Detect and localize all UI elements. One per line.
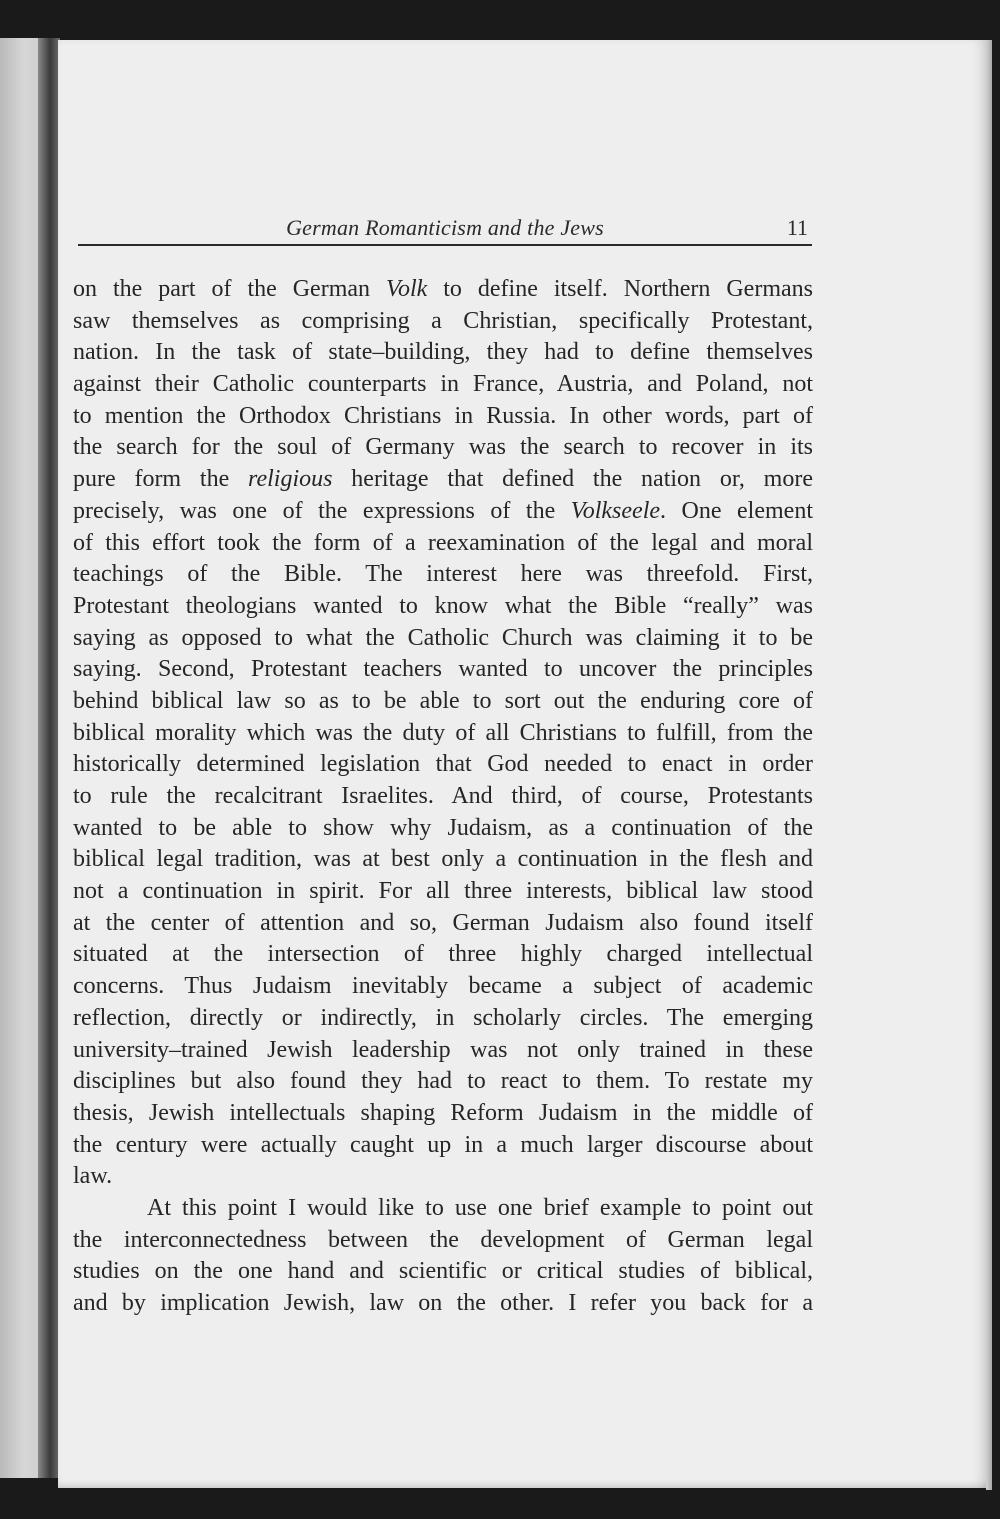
text-run: studies on the one hand and scientific or critical studies of biblical, [73, 1258, 813, 1285]
text-run: at the center of attention and so, German Judaism also found itself [73, 909, 813, 936]
text-run: disciplines but also found they had to react to them. To restate my [73, 1068, 813, 1095]
text-line [73, 1225, 813, 1257]
text-line [73, 1256, 813, 1288]
text-run: wanted to be able to show why Judaism, as a continuation of the [73, 814, 813, 841]
text-line [73, 432, 813, 464]
text-line [73, 496, 813, 528]
text-line [73, 813, 813, 845]
text-line [73, 718, 813, 750]
paragraph [73, 274, 813, 1193]
text-line [73, 1098, 813, 1130]
text-run: saying. Second, Protestant teachers wanted to uncover the principles [73, 656, 813, 683]
page-stack-edge [986, 40, 992, 1490]
text-run: the search for the soul of Germany was the search to recover in its [73, 434, 813, 461]
text-line [73, 369, 813, 401]
text-run: saying as opposed to what the Catholic Church was claiming it to be [73, 624, 813, 651]
text-run: on the part of the German [73, 276, 386, 302]
text-run: behind biblical law so as to be able to sort out the enduring core of [73, 687, 813, 714]
text-line [73, 559, 813, 591]
text-line [73, 1066, 813, 1098]
text-line [73, 971, 813, 1003]
text-run: to rule the recalcitrant Israelites. And third, of course, Protestants [73, 783, 813, 809]
text-run: of this effort took the form of a reexamination of the legal and moral [73, 529, 813, 556]
text-run: biblical morality which was the duty of all Christians to fulfill, from the [73, 719, 813, 746]
text-run: heritage that defined the nation or, more [332, 466, 813, 493]
text-run: law. [73, 1163, 113, 1190]
text-line [73, 1003, 813, 1035]
text-run: and by implication Jewish, law on the other. I refer you back for a [73, 1290, 813, 1316]
text-line [73, 306, 813, 338]
text-line [73, 939, 813, 971]
text-run: . One element [660, 497, 813, 524]
text-run: the century were actually caught up in a much larger discourse about [73, 1131, 813, 1158]
running-title: German Romanticism and the Jews [286, 215, 604, 240]
text-line [73, 1035, 813, 1067]
italic-term: religious [248, 466, 333, 493]
text-line [73, 401, 813, 433]
facing-page-edge [0, 38, 40, 1478]
text-run: situated at the intersection of three highly charged intellectual [73, 941, 813, 968]
text-line [73, 1193, 813, 1225]
text-run: precisely, was one of the expressions of the [73, 497, 571, 524]
book-gutter [38, 38, 60, 1478]
text-line [73, 274, 813, 306]
italic-term: Volk [385, 276, 428, 302]
text-line [73, 749, 813, 781]
paragraph [73, 1193, 813, 1320]
text-run: against their Catholic counterparts in France, Austria, and Poland, not [73, 371, 813, 398]
text-line [73, 654, 813, 686]
page-number: 11 [786, 215, 808, 240]
text-line [73, 908, 813, 940]
text-run: pure form the [73, 466, 249, 493]
text-run: thesis, Jewish intellectuals shaping Reform Judaism in the middle of [73, 1099, 813, 1126]
text-line [73, 1130, 813, 1162]
text-line [73, 876, 813, 908]
text-line [73, 1288, 813, 1320]
italic-term: Volkseele [570, 497, 661, 524]
body-text [73, 274, 813, 1320]
text-run: saw themselves as comprising a Christian, specifically Protestant, [73, 307, 813, 334]
text-line [73, 528, 813, 560]
text-line [73, 844, 813, 876]
text-line [73, 1161, 813, 1193]
text-run: to mention the Orthodox Christians in Russia. In other words, part of [73, 402, 813, 429]
running-header [78, 214, 812, 246]
text-run: At this point I would like to use one brief example to point out [147, 1194, 813, 1221]
text-run: historically determined legislation that God needed to enact in order [73, 751, 813, 778]
text-run: to define itself. Northern Germans [427, 276, 813, 302]
text-run: concerns. Thus Judaism inevitably became a subject of academic [73, 973, 813, 1000]
text-run: Protestant theologians wanted to know what the Bible “really” was [73, 592, 813, 619]
text-run: reflection, directly or indirectly, in scholarly circles. The emerging [73, 1004, 813, 1031]
text-run: the interconnectedness between the development of German legal [73, 1226, 813, 1253]
text-run: nation. In the task of state–building, they had to define themselves [73, 339, 813, 366]
text-line [73, 591, 813, 623]
text-run: teachings of the Bible. The interest here was threefold. First, [73, 561, 813, 588]
text-line [73, 464, 813, 496]
text-run: university–trained Jewish leadership was not only trained in these [73, 1036, 813, 1063]
text-line [73, 781, 813, 813]
text-run: biblical legal tradition, was at best only a continuation in the flesh and [73, 846, 813, 873]
text-run: not a continuation in spirit. For all three interests, biblical law stood [73, 878, 813, 905]
text-line [73, 337, 813, 369]
text-line [73, 623, 813, 655]
text-line [73, 686, 813, 718]
